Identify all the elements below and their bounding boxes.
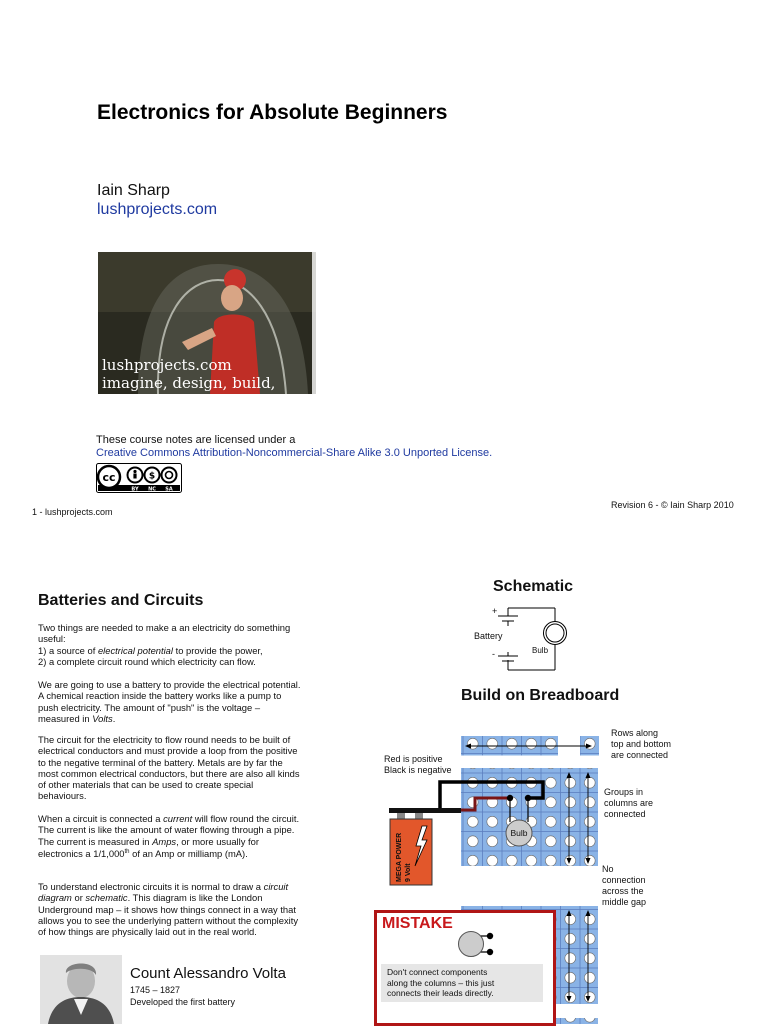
license-link[interactable]: Creative Commons Attribution-Noncommercial-Share Alike 3.0 Unported License.	[96, 447, 493, 459]
text-line: The current is measured in Amps, or more usually for	[38, 835, 259, 847]
text-line: allows you to see the underlying pattern without the complexity	[38, 914, 299, 926]
license-intro: These course notes are licensed under a	[96, 434, 296, 446]
paragraph-current	[38, 813, 328, 859]
cc-badge-nc: NC	[148, 486, 156, 493]
text-line: To understand electronic circuits it is normal to draw a circuit	[38, 881, 289, 892]
page-title: Electronics for Absolute Beginners	[97, 101, 448, 124]
breadboard-title: Build on Breadboard	[461, 687, 620, 704]
note-rows-connected: Rows along top and bottom are connected	[611, 728, 672, 760]
text-line: electrical conductors and must provide a loop from the positive	[38, 745, 298, 757]
volta-name: Count Alessandro Volta	[130, 965, 286, 982]
schematic-battery-label: Battery	[474, 631, 503, 641]
paragraph-schematic	[38, 881, 328, 937]
text-line: most common electrical conductors, but there are also all kinds	[38, 767, 300, 779]
battery-brand-label: MEGA POWER	[396, 832, 403, 882]
text-line: We are going to use a battery to provide the electrical potential.	[38, 679, 301, 690]
text-line: to the negative terminal of the battery. Metals are by far the	[38, 756, 283, 768]
battery-voltage-label: 9 Volt	[405, 863, 412, 882]
text-line: useful:	[38, 633, 66, 645]
cc-badge-sa: SA	[165, 486, 173, 493]
text-line: The circuit for the electricity to flow round needs to be built of	[38, 734, 291, 745]
cover-caption-site: lushprojects.com	[102, 356, 232, 374]
mistake-bulb-icon	[456, 928, 496, 964]
author-website-link[interactable]: lushprojects.com	[97, 201, 218, 218]
schematic-plus-label: +	[492, 606, 498, 616]
paragraph-intro	[38, 622, 328, 667]
schematic-title: Schematic	[493, 578, 574, 595]
page-footer-right: Revision 6 - © Iain Sharp 2010	[611, 500, 734, 510]
text-line: electronics a 1/1,000th of an Amp or milliamp (mA).	[38, 848, 248, 860]
schematic-minus-label: -	[492, 649, 495, 659]
text-line: Two things are needed to make a an electricity do something	[38, 622, 291, 633]
text-line: When a circuit is connected a current will flow round the circuit.	[38, 813, 300, 824]
paragraph-circuit	[38, 734, 328, 802]
text-line: measured in Volts.	[38, 712, 116, 724]
paragraph-battery	[38, 679, 328, 724]
cover-photo	[98, 252, 316, 410]
cc-badge-by: BY	[131, 486, 139, 493]
cc-license-badge-icon[interactable]	[96, 463, 182, 493]
note-columns-connected: Groups in columns are connected	[604, 787, 654, 819]
note-middle-gap: No connection across the middle gap	[602, 864, 647, 907]
text-line: A chemical reaction inside the battery works like a pump to	[38, 690, 282, 702]
mistake-note: Don't connect components along the columns – this just connects their leads directly.	[381, 964, 543, 1002]
text-line: push electricity. The amount of "push" is the voltage –	[38, 701, 261, 713]
author-name: Iain Sharp	[97, 182, 170, 199]
note-wire-colors: Red is positive Black is negative	[384, 754, 452, 775]
volta-dates: 1745 – 1827	[130, 985, 181, 995]
nc-dollar-icon: $	[148, 471, 156, 482]
volta-portrait	[40, 955, 122, 1024]
text-line: 1) a source of electrical potential to provide the power,	[38, 644, 263, 656]
schematic-diagram	[470, 600, 580, 678]
text-line: of other materials that can be used to create special	[38, 779, 254, 791]
text-line: Underground map – it shows how things connect in a way that	[38, 903, 296, 915]
text-line: The current is like the amount of water flowing through a pipe.	[38, 824, 295, 836]
cover-caption-tagline: imagine, design, build, delight	[102, 374, 276, 410]
text-line: diagram or schematic. This diagram is like the London	[38, 892, 263, 904]
mistake-title: MISTAKE	[382, 915, 453, 932]
text-line: of how things are physically laid out in the real world.	[38, 926, 257, 938]
page-footer-left: 1 - lushprojects.com	[32, 507, 113, 517]
volta-description: Developed the first battery	[130, 997, 236, 1007]
text-line: behaviours.	[38, 790, 87, 802]
breadboard-bulb-label: Bulb	[510, 828, 528, 838]
text-line: 2) a complete circuit round which electricity can flow.	[38, 655, 256, 667]
cc-badge-cc-text: cc	[102, 471, 116, 484]
section-heading: Batteries and Circuits	[38, 592, 204, 609]
schematic-bulb-label: Bulb	[532, 646, 549, 655]
